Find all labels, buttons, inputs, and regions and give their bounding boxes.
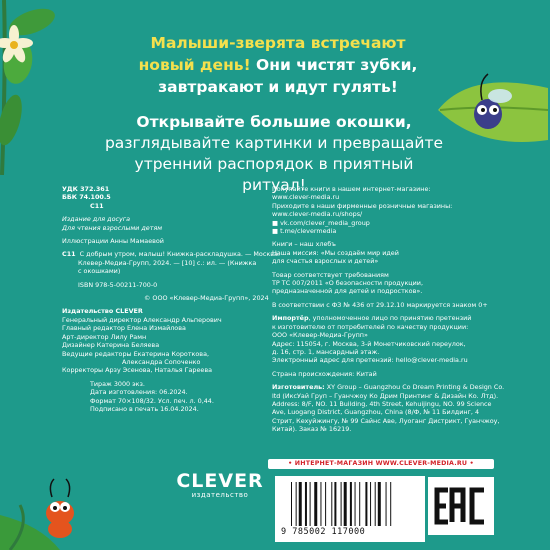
vk-icon: ■ xyxy=(272,218,279,227)
telegram-link-text: t.me/clevermedia xyxy=(280,227,337,236)
headline-part2: новый день! xyxy=(138,56,251,74)
mission-line2: для счастья взрослых и детей» xyxy=(272,257,379,266)
print-format: Формат 70×108/32. Усл. печ. л. 0,44. xyxy=(90,396,214,405)
headline xyxy=(88,32,468,98)
illustrator: Иллюстрации Анны Мамаевой xyxy=(62,237,164,246)
staff-director: Генеральный директор Александр Альперович xyxy=(62,315,222,324)
staff-designer: Дизайнер Катерина Беляева xyxy=(62,341,160,350)
maker-line5: Стрит, Кехуйжингу, № 99 Сайнс Аве, Луоганг Дистрикт, Гуанчжоу, xyxy=(272,416,500,425)
stores-label: Приходите в наши фирменные розничные магазины: xyxy=(272,201,453,210)
importer-label: Импортёр xyxy=(272,314,309,323)
staff-editors: Ведущие редакторы Екатерина Короткова, xyxy=(62,349,210,358)
barcode-number: 9 785002 117000 xyxy=(281,527,366,537)
clever-logo xyxy=(174,471,266,507)
bibliographic-line2: Клевер-Медиа-Групп, 2024. — [10] с.: ил. — (Книжка xyxy=(78,258,257,267)
maker-label: Изготовитель: xyxy=(272,383,325,392)
importer-line6: Электронный адрес для претензий: hello@clever-media.ru xyxy=(272,356,468,365)
telegram-link[interactable] xyxy=(272,227,494,235)
cert-line1: Товар соответствует требованиям xyxy=(272,270,389,279)
headline-part4: завтракают и идут гулять! xyxy=(158,78,398,96)
print-run: Тираж 3000 экз. xyxy=(90,379,145,388)
bbk-code: ББК 74.100.5 xyxy=(62,193,111,202)
shop-banner: • ИНТЕРНЕТ-МАГАЗИН WWW.CLEVER-MEDIA.RU • xyxy=(268,459,494,469)
importer-line1 xyxy=(272,314,494,322)
staff-chief-editor: Главный редактор Елена Измайлова xyxy=(62,324,186,333)
logo-sub: издательство xyxy=(191,491,249,499)
logo-word: CLEVER xyxy=(176,470,264,492)
mission-line1: Наша миссия: «Мы создаём мир идей xyxy=(272,248,399,257)
print-date: Дата изготовления: 06.2024. xyxy=(90,388,188,397)
udk-code: УДК 372.361 xyxy=(62,185,110,193)
edition-type: Издание для досуга xyxy=(62,215,131,224)
slogan: Книги – наш хлебъ xyxy=(272,240,336,249)
bibliographic-line3: с окошками) xyxy=(78,267,121,276)
book-code: С11 xyxy=(90,201,104,210)
publisher-title: Издательство CLEVER xyxy=(62,307,143,316)
copyright: © ООО «Клевер-Медиа-Групп», 2024 xyxy=(144,294,269,303)
eac-logo-icon xyxy=(434,487,488,525)
maker-line1-text: XY Group – Guangzhou Co Dream Printing & Design Co. xyxy=(324,383,505,392)
cert-line3: предназначенной для детей и подростков». xyxy=(272,287,423,296)
flower-plant-illustration xyxy=(0,0,60,175)
bottom-left-bug-illustration xyxy=(0,455,120,550)
barcode-bars xyxy=(289,482,417,526)
subheadline xyxy=(104,112,444,196)
importer-line3: ООО «Клевер-Медиа-Групп» xyxy=(272,331,368,340)
maker-line6: Китай). Заказ № 16219. xyxy=(272,425,352,434)
bibliographic-code: С11 xyxy=(62,250,76,259)
eac-mark xyxy=(428,477,494,535)
importer-line4: Адрес: 115054, г. Москва, 3-й Монетчиковский переулок, xyxy=(272,339,466,348)
country-origin: Страна происхождения: Китай xyxy=(272,369,377,378)
staff-editors-cont: Александра Сопоченко xyxy=(122,357,201,366)
headline-part3: Они чистят зубки, xyxy=(250,56,418,74)
subheadline-line2: разглядывайте картинки и превращайте xyxy=(104,134,444,152)
imprint-right-column xyxy=(272,185,505,434)
telegram-icon: ■ xyxy=(272,227,279,236)
maker-line3: Address: 8/F, NO. 11 Building, 4th Street, Kehuijingu, NO. 99 Science xyxy=(272,399,492,408)
vk-link-text: vk.com/clever_media_group xyxy=(280,218,370,227)
bibliographic-line1: С добрым утром, малыш! Книжка-раскладушка. — Москва: xyxy=(79,250,281,259)
importer-line1-text: , уполномоченное лицо по принятию претензий xyxy=(308,314,472,323)
bibliographic-description xyxy=(62,250,281,259)
importer-line5: д. 16, стр. 1, мансардный этаж. xyxy=(272,347,380,356)
barcode xyxy=(275,476,425,542)
buy-online-label: Покупайте книги в нашем интернет-магазине: xyxy=(272,185,431,193)
edition-audience: Для чтения взрослыми детям xyxy=(62,223,163,232)
maker-line2: ltd (ИксУай Груп – Гуанчжоу Ко Дрим Принтинг & Дизайн Ко. Лтд). xyxy=(272,391,499,400)
importer-line2: к изготовителю от потребителей по качеству продукции: xyxy=(272,322,469,331)
staff-proofreaders: Корректоры Арзу Эсенова, Наталья Гареева xyxy=(62,366,213,375)
shop-link[interactable]: www.clever-media.ru xyxy=(272,193,340,202)
staff-art-director: Арт-директор Лилу Рамн xyxy=(62,332,147,341)
imprint-left-column xyxy=(62,185,281,413)
subheadline-line3: утренний распорядок в приятный ритуал! xyxy=(134,155,414,194)
stores-link[interactable]: www.clever-media.ru/shops/ xyxy=(272,210,363,219)
age-marking: В соответствии с ФЗ № 436 от 29.12.10 маркируется знаком 0+ xyxy=(272,300,488,309)
print-signed: Подписано в печать 16.04.2024. xyxy=(90,404,199,413)
maker-line4: Ave, Luogang District, Guangzhou, China (8/Ф, № 11 Билдинг, 4 xyxy=(272,408,480,417)
isbn: ISBN 978-5-00211-700-0 xyxy=(78,280,158,289)
cert-line2: ТР ТС 007/2011 «О безопасности продукции, xyxy=(272,279,423,288)
subheadline-line1: Открывайте большие окошки, xyxy=(136,113,412,131)
headline-part1: Малыши-зверята встречают xyxy=(150,34,406,52)
maker-line1 xyxy=(272,383,505,392)
vk-link[interactable] xyxy=(272,219,494,227)
